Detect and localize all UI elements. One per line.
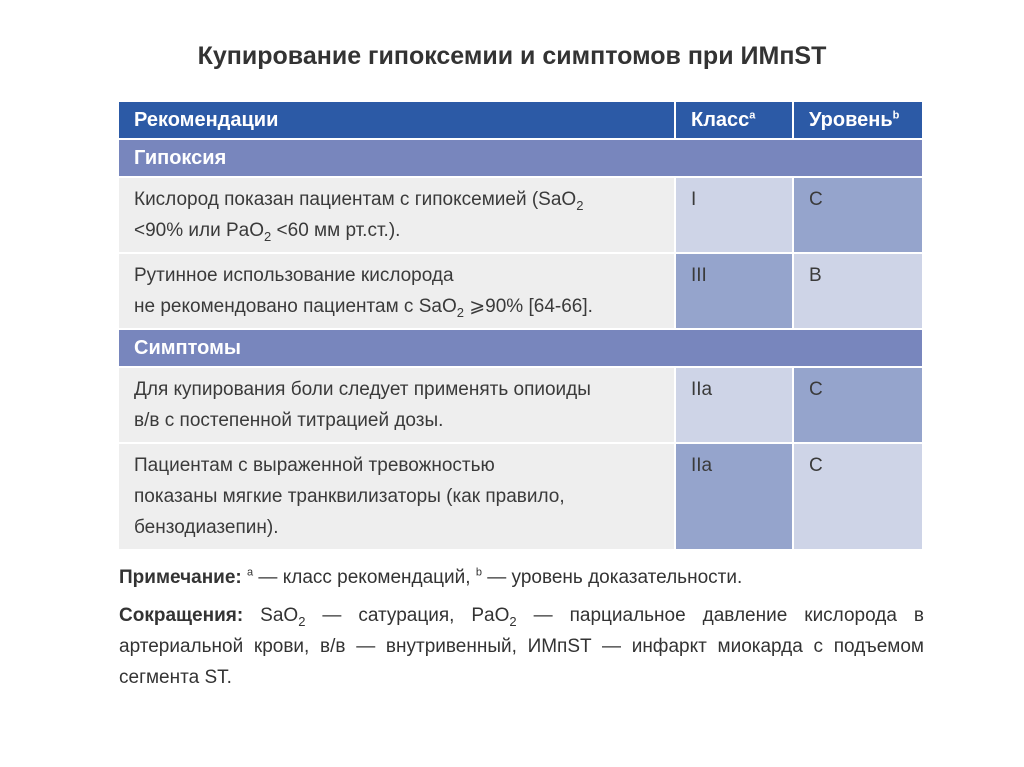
recommendation-cell: Рутинное использование кислорода не рекомендовано пациентам с SaO$_2$ ⩾90% [64-66]. xyxy=(119,253,675,329)
recommendation-cell: Пациентам с выраженной тревожностью показаны мягкие транквилизаторы (как правило, бензодиазепин). xyxy=(119,443,675,549)
level-cell: B xyxy=(793,253,922,329)
section-row-symptoms xyxy=(119,329,922,367)
table-row xyxy=(119,367,922,443)
class-cell: IIa xyxy=(675,367,793,443)
table-row xyxy=(119,443,922,549)
section-title: Гипоксия xyxy=(119,139,922,177)
section-title: Симптомы xyxy=(119,329,922,367)
header-class: Класс$^a$ xyxy=(675,102,793,139)
table-row xyxy=(119,253,922,329)
level-cell: C xyxy=(793,177,922,253)
footnote-abbreviations: Сокращения: SaO$_2$ — сатурация, PaO$_2$ — парциальное давление кислорода в артериальной крови, в/в — внутривенный, ИМпST — инфаркт миокарда с подъемом сегмента ST. xyxy=(119,605,924,688)
footnote-note: Примечание: $^a$ — класс рекомендаций, $^b$ — уровень доказательности. xyxy=(119,566,743,588)
level-cell: C xyxy=(793,443,922,549)
class-cell: I xyxy=(675,177,793,253)
recommendations-table xyxy=(119,102,922,549)
level-cell: C xyxy=(793,367,922,443)
page-title: Купирование гипоксемии и симптомов при ИМпST xyxy=(197,42,827,70)
header-recommendations: Рекомендации xyxy=(119,102,675,139)
header-level: Уровень$^b$ xyxy=(793,102,922,139)
recommendation-cell: Для купирования боли следует применять опиоиды в/в с постепенной титрацией дозы. xyxy=(119,367,675,443)
table-header-row xyxy=(119,102,922,139)
table-row xyxy=(119,177,922,253)
section-row-hypoxia xyxy=(119,139,922,177)
class-cell: III xyxy=(675,253,793,329)
class-cell: IIa xyxy=(675,443,793,549)
recommendation-cell: Кислород показан пациентам с гипоксемией (SaO$_2$ <90% или PaO$_2$ <60 мм рт.ст.). xyxy=(119,177,675,253)
